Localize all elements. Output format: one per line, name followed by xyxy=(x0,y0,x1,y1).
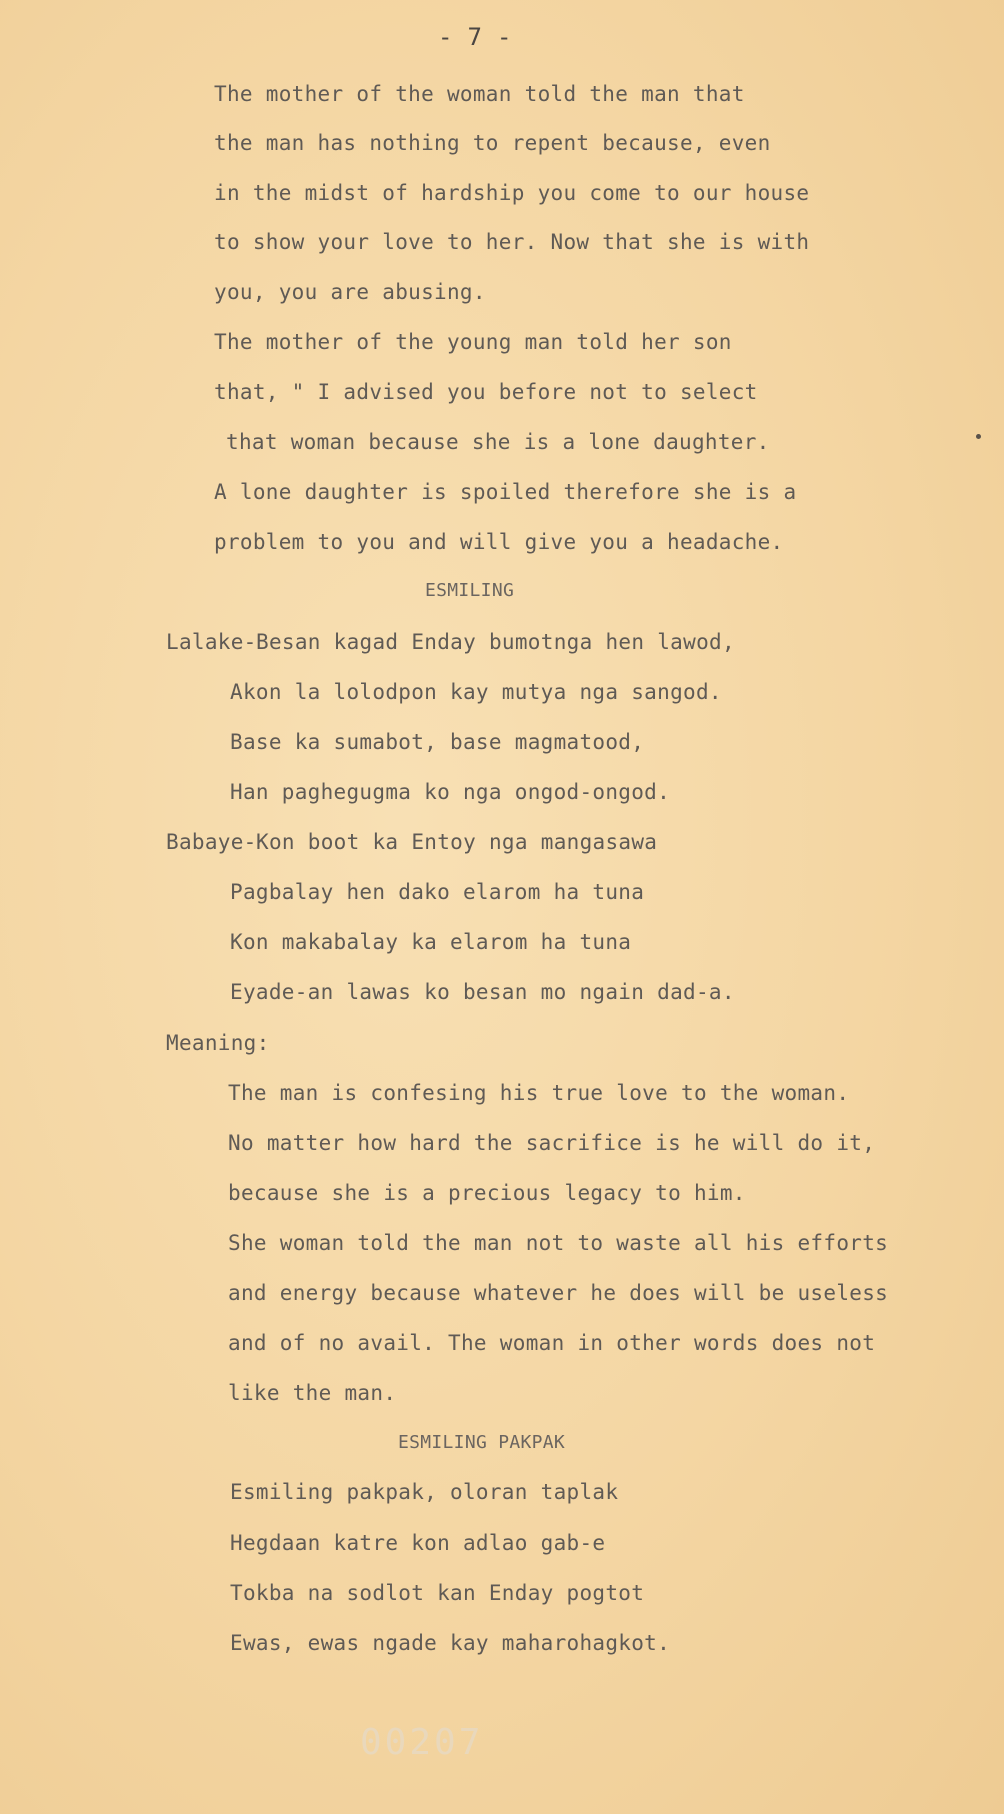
paragraph-line: The mother of the woman told the man that xyxy=(214,82,745,106)
song-line: Pagbalay hen dako elarom ha tuna xyxy=(230,880,645,904)
paragraph-line: to show your love to her. Now that she is with xyxy=(214,230,810,254)
song-line: Kon makabalay ka elarom ha tuna xyxy=(230,930,632,954)
paragraph-line: The mother of the young man told her son xyxy=(214,330,732,354)
song-line: Esmiling pakpak, oloran taplak xyxy=(230,1480,619,1504)
paragraph-line: the man has nothing to repent because, even xyxy=(214,131,771,155)
meaning-line: and energy because whatever he does will be useless xyxy=(228,1281,889,1305)
margin-mark xyxy=(976,434,981,439)
song-line: Akon la lolodpon kay mutya nga sangod. xyxy=(230,680,722,704)
song-line: Kon boot ka Entoy nga mangasawa xyxy=(256,830,658,854)
song-line: Base ka sumabot, base magmatood, xyxy=(230,730,645,754)
paragraph-line: problem to you and will give you a headache. xyxy=(214,530,784,554)
song-line: Eyade-an lawas ko besan mo ngain dad-a. xyxy=(230,980,735,1004)
song-line: Tokba na sodlot kan Enday pogtot xyxy=(230,1581,645,1605)
meaning-line: She woman told the man not to waste all his efforts xyxy=(228,1231,889,1255)
meaning-line: and of no avail. The woman in other words does not xyxy=(228,1331,876,1355)
meaning-line: The man is confesing his true love to the woman. xyxy=(228,1081,850,1105)
archive-stamp: 00207 xyxy=(360,1722,484,1763)
song-title: ESMILING PAKPAK xyxy=(398,1432,566,1453)
song-line: Han paghegugma ko nga ongod-ongod. xyxy=(230,780,671,804)
song-line: Ewas, ewas ngade kay maharohagkot. xyxy=(230,1631,671,1655)
paragraph-line: you, you are abusing. xyxy=(214,280,486,304)
song-title: ESMILING xyxy=(425,580,515,601)
song-line: Besan kagad Enday bumotnga hen lawod, xyxy=(256,630,735,654)
meaning-line: like the man. xyxy=(228,1381,397,1405)
paragraph-line: that woman because she is a lone daughter. xyxy=(226,430,770,454)
meaning-line: No matter how hard the sacrifice is he will do it, xyxy=(228,1131,876,1155)
meaning-label: Meaning: xyxy=(166,1031,270,1055)
page-number: - 7 - xyxy=(438,23,512,51)
paragraph-line: A lone daughter is spoiled therefore she is a xyxy=(214,480,797,504)
meaning-line: because she is a precious legacy to him. xyxy=(228,1181,746,1205)
paragraph-line: in the midst of hardship you come to our house xyxy=(214,181,810,205)
song-line: Hegdaan katre kon adlao gab-e xyxy=(230,1531,606,1555)
singer-label: Lalake- xyxy=(166,630,257,654)
paragraph-line: that, " I advised you before not to select xyxy=(214,380,758,404)
singer-label: Babaye- xyxy=(166,830,257,854)
